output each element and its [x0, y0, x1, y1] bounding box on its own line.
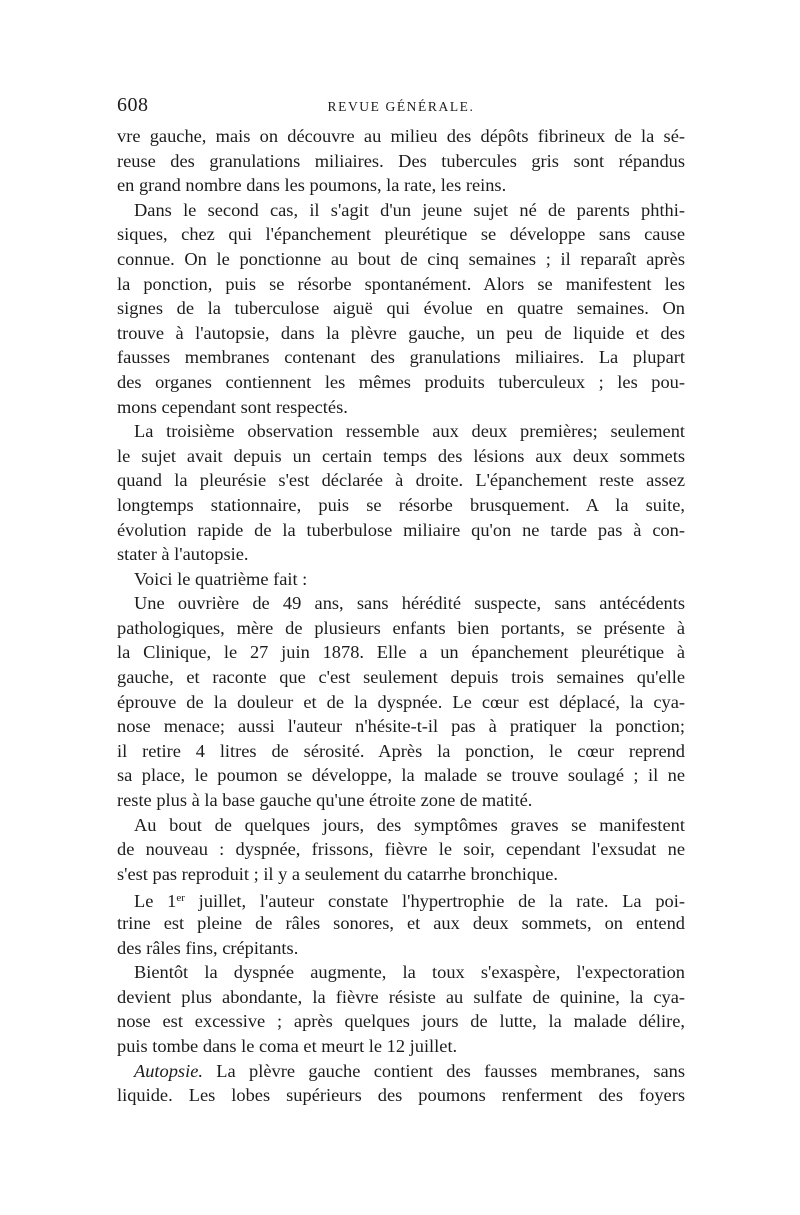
page-header [117, 94, 685, 122]
text-line: la ponction, puis se résorbe spontanément. Alors se manifestent les [117, 273, 685, 294]
text-line: vre gauche, mais on découvre au milieu des dépôts fibrineux de la sé- [117, 126, 685, 146]
text-line: Une ouvrière de 49 ans, sans hérédité suspecte, sans antécédents [134, 593, 685, 614]
paragraph-9 [117, 1059, 685, 1108]
text-line [117, 1059, 685, 1084]
text-line: Dans le second cas, il s'agit d'un jeune sujet né de parents phthi- [134, 199, 685, 220]
paragraph-5 [117, 591, 685, 812]
page-number: 608 [117, 94, 149, 116]
text-line: la Clinique, le 27 juin 1878. Elle a un épanchement pleurétique à [117, 642, 685, 663]
text-line: des râles fins, crépitants. [117, 937, 299, 958]
text-line [117, 886, 685, 911]
text-line: stater à l'autopsie. [117, 544, 249, 565]
text-line: Au bout de quelques jours, des symptômes graves se manifestent [134, 814, 685, 835]
text-line: en grand nombre dans les poumons, la rate, les reins. [117, 175, 507, 196]
text-line: siques, chez qui l'épanchement pleurétique se développe sans cause [117, 224, 685, 245]
text-line: nose menace; aussi l'auteur n'hésite-t-il pas à pratiquer la ponction; [117, 716, 685, 737]
autopsy-label: Autopsie. [134, 1060, 203, 1081]
paragraph-4 [117, 567, 685, 592]
text-line: La troisième observation ressemble aux deux premières; seulement [134, 421, 685, 442]
text-line: trine est pleine de râles sonores, et aux deux sommets, on entend [117, 913, 685, 933]
text-line: quand la pleurésie s'est déclarée à droite. L'épanchement reste assez [117, 470, 685, 491]
text-line: Bientôt la dyspnée augmente, la toux s'exaspère, l'expectoration [134, 962, 685, 983]
text-line: liquide. Les lobes supérieurs des poumons renferment des foyers [117, 1085, 685, 1106]
text-line: reste plus à la base gauche qu'une étroite zone de matité. [117, 790, 533, 811]
paragraph-3 [117, 419, 685, 567]
text-line: il retire 4 litres de sérosité. Après la ponction, le cœur reprend [117, 740, 685, 761]
text-line: devient plus abondante, la fièvre résiste au sulfate de quinine, la cya- [117, 986, 685, 1007]
text-line: longtemps stationnaire, puis se résorbe brusquement. A la suite, [117, 494, 685, 515]
paragraph-7 [117, 886, 685, 960]
text-line: de nouveau : dyspnée, frissons, fièvre le soir, cependant l'exsudat ne [117, 839, 685, 860]
text-line: s'est pas reproduit ; il y a seulement du catarrhe bronchique. [117, 863, 558, 884]
text-line: trouve à l'autopsie, dans la plèvre gauche, un peu de liquide et des [117, 322, 685, 343]
ordinal-superscript: er [176, 892, 185, 905]
text-line: des organes contiennent les mêmes produits tuberculeux ; les pou- [117, 371, 685, 392]
text-run: La plèvre gauche contient des fausses membranes, sans [202, 1060, 685, 1081]
text-line: fausses membranes contenant des granulations miliaires. La plupart [117, 347, 685, 368]
text-run: Le 1 [134, 891, 177, 912]
paragraph-2 [117, 198, 685, 419]
text-line: reuse des granulations miliaires. Des tubercules gris sont répandus [117, 150, 685, 171]
text-line: pathologiques, mère de plusieurs enfants bien portants, se présente à [117, 617, 685, 638]
text-line: évolution rapide de la tuberbulose miliaire qu'on ne tarde pas à con- [117, 519, 685, 540]
running-title: REVUE GÉNÉRALE. [327, 99, 475, 114]
body-text [117, 124, 685, 1108]
text-line: signes de la tuberculose aiguë qui évolue en quatre semaines. On [117, 298, 685, 319]
text-line: gauche, et raconte que c'est seulement depuis trois semaines qu'elle [117, 667, 685, 688]
text-line: mons cependant sont respectés. [117, 396, 348, 417]
text-line: puis tombe dans le coma et meurt le 12 juillet. [117, 1035, 458, 1056]
paragraph-6 [117, 813, 685, 887]
text-line: nose est excessive ; après quelques jours de lutte, la malade délire, [117, 1011, 685, 1032]
text-line: Voici le quatrième fait : [134, 568, 308, 589]
paragraph-1 [117, 124, 685, 198]
text-line: le sujet avait depuis un certain temps des lésions aux deux sommets [117, 445, 685, 466]
text-line: sa place, le poumon se développe, la malade se trouve soulagé ; il ne [117, 765, 685, 786]
paragraph-8 [117, 960, 685, 1058]
text-run: juillet, l'auteur constate l'hypertrophie de la rate. La poi- [184, 891, 685, 912]
text-line: connue. On le ponctionne au bout de cinq semaines ; il reparaît après [117, 248, 685, 269]
text-line: éprouve de la douleur et de la dyspnée. Le cœur est déplacé, la cya- [117, 691, 685, 712]
